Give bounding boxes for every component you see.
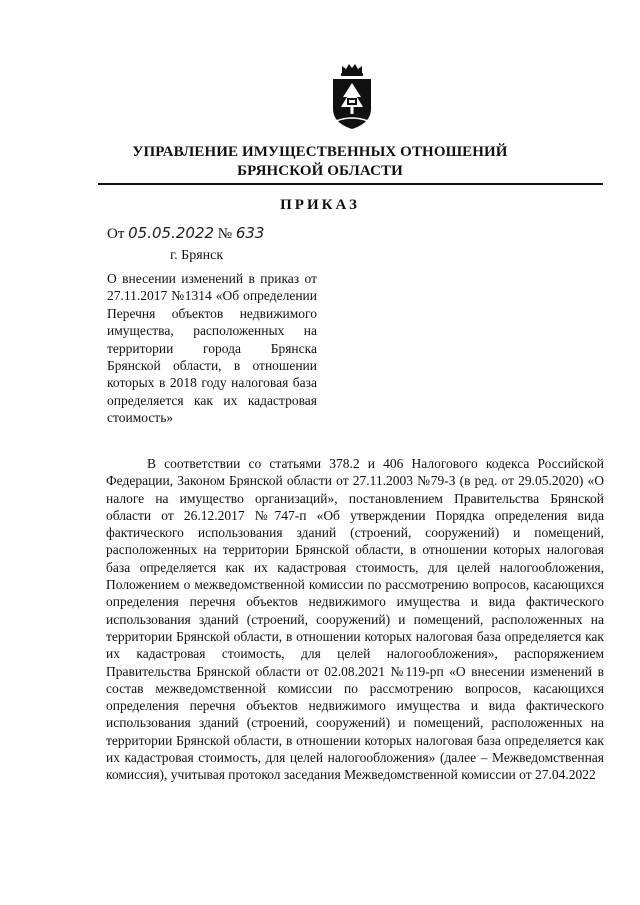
organization-name (0, 143, 640, 181)
coat-of-arms-icon (330, 63, 374, 131)
document-title: ПРИКАЗ (280, 197, 360, 213)
org-line-2: БРЯНСКОЙ ОБЛАСТИ (237, 163, 403, 179)
date-value: 05.05.2022 (128, 224, 215, 242)
header-divider (98, 183, 603, 185)
date-prefix: От (107, 226, 125, 242)
number-value: 633 (235, 224, 265, 242)
org-line-1: УПРАВЛЕНИЕ ИМУЩЕСТВЕННЫХ ОТНОШЕНИЙ (132, 144, 508, 160)
number-prefix: № (217, 226, 233, 242)
order-subject: О внесении изменений в приказ от 27.11.2017 №1314 «Об определении Перечня объектов недвижимого имущества, расположенных на территории города Брянска Брянской области, в отношении которых в 2018 году налоговая база определяется как их кадастровая стоимость» (107, 271, 317, 426)
city: г. Брянск (170, 248, 224, 263)
order-body: В соответствии со статьями 378.2 и 406 Налогового кодекса Российской Федерации, Законом Брянской области от 27.11.2003 №79-З (в ред. от 29.05.2020) «О налоге на имущество организаций», постановлением Правительства Брянской области от 26.12.2017 №747-п «Об утверждении Порядка определения вида фактического использования зданий (строений, сооружений) и помещений, расположенных на территории Брянской области, в отношении которых налоговая база определяется как их кадастровая стоимость, для целей налогообложения, Положением о межведомственной комиссии по рассмотрению вопросов, касающихся определения перечня объектов недвижимого имущества и вида фактического использования зданий (строений, сооружений) и помещений, расположенных на территории Брянской области, в отношении которых налоговая база определяется как их кадастровая стоимость, для целей налогообложения», распоряжением Правительства Брянской области от 02.08.2021 №119-рп «О внесении изменений в состав межведомственной комиссии по рассмотрению вопросов, касающихся определения перечня объектов недвижимого имущества и вида фактического использования зданий (строений, сооружений) и помещений, расположенных на территории Брянской области, в отношении которых налоговая база определяется как их кадастровая стоимость, для целей налогообложения» (далее – Межведомственная комиссия), учитывая протокол заседания Межведомственной комиссии от 27.04.2022 (106, 456, 604, 783)
date-number-line (107, 224, 264, 243)
